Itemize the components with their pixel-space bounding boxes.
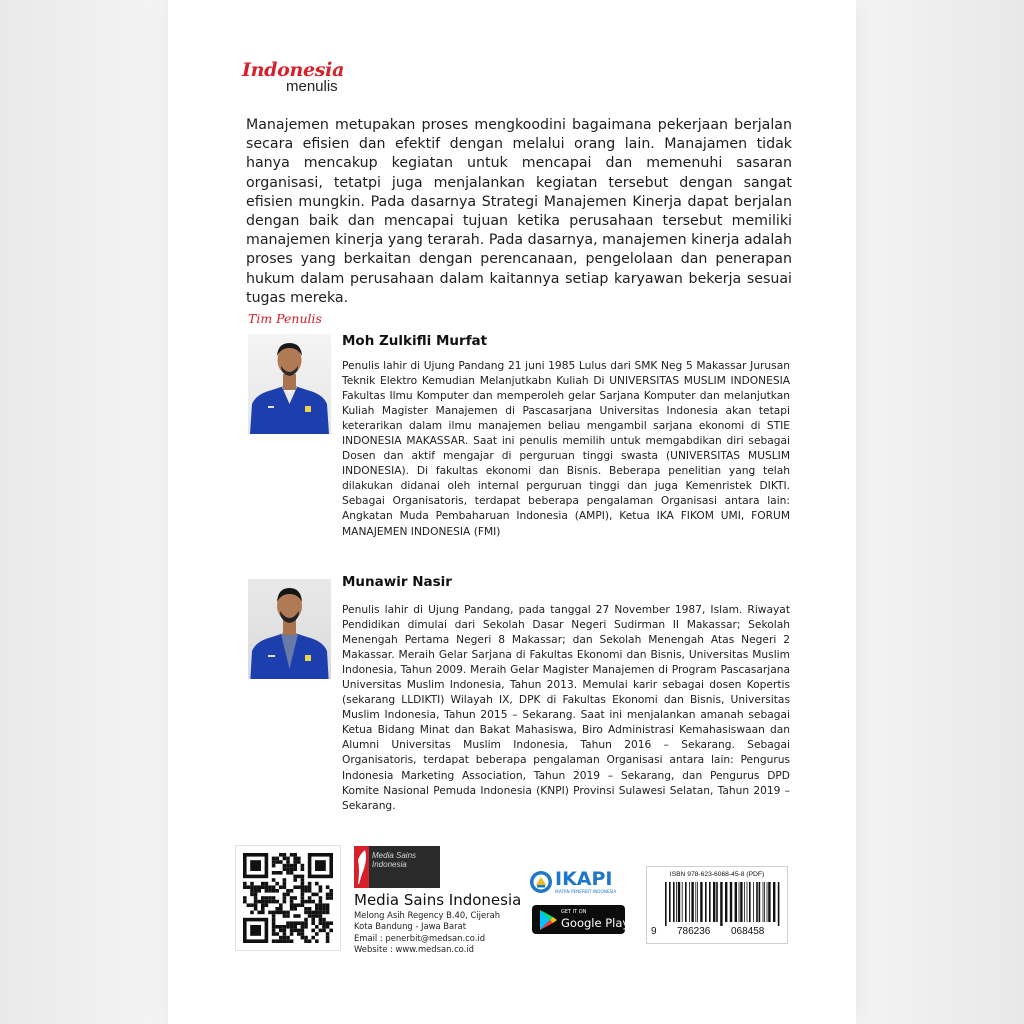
address-line: Melong Asih Regency B.40, Cijerah — [354, 910, 501, 920]
barcode — [655, 882, 781, 926]
logo-bottom-text: menulis — [286, 78, 338, 95]
ikapi-emblem-icon — [529, 869, 553, 895]
author-photo-2 — [248, 579, 331, 679]
email-line: Email : penerbit@medsan.co.id — [354, 932, 486, 943]
indonesia-menulis-logo — [242, 60, 344, 93]
ikapi-logo — [529, 868, 617, 899]
author-bio-1: Penulis lahir di Ujung Pandang 21 juni 1985 Lulus dari SMK Neg 5 Makassar Jurusan Teknik Elektro Kemudian Melanjutkabn Kuliah Di UNIVERSITAS MUSLIM INDONESIA Fakultas Ilmu Komputer dan memperoleh gelar Sarjana Komputer dan melanjutkan Kuliah Magister Manajemen di Pascasarjana Universitas Indonesia akan tetapi keterarikan dalam ilmu manajemen beliau mengambil sarjana ekonomi di STIE INDONESIA MAKASSAR. Saat ini penulis memilih untuk memgabdikan diri sebagai Dosen dan aktif mengajar di perguruan tinggi swasta (UNIVERSITAS MUSLIM INDONESIA). Di fakultas ekonomi dan Bisnis. Beberapa penelitian yang telah dilakukan didanai oleh internal perguruan tinggi dan juga Kemenristek DIKTI. Sebagai Organisatoris, terdapat beberapa pengalaman Organisasi antara lain: Angkatan Muda Pembaharuan Indonesia (AMPI), Ketua IKA FIKOM UMI, FORUM MANAJEMEN INDONESIA (FMI) — [342, 359, 790, 538]
logo-top-text: Indonesia — [242, 59, 345, 81]
back-cover — [168, 0, 856, 1024]
website-line: Website : www.medsan.co.id — [354, 943, 474, 954]
address-line: Kota Bandung - Jawa Barat — [354, 921, 467, 932]
publisher-logo-text: Media Sains Indonesia — [372, 851, 417, 870]
google-play-icon — [538, 909, 558, 931]
publisher-address — [354, 910, 500, 955]
publisher-name: Media Sains Indonesia — [354, 891, 522, 909]
author-portrait-icon — [248, 334, 331, 434]
isbn-digits — [647, 926, 787, 938]
ikapi-label: IKAPI — [555, 868, 613, 890]
publisher-logo — [354, 846, 440, 888]
ikapi-sublabel: IKATAN PENERBIT INDONESIA — [555, 889, 617, 894]
author-photo-1 — [248, 334, 331, 434]
qr-code — [235, 845, 341, 951]
isbn-digit-group: 786236 — [677, 926, 711, 937]
feather-pen-logo — [354, 846, 369, 888]
isbn-digit-group: 068458 — [731, 926, 765, 937]
book-synopsis: Manajemen metupakan proses mengkoodini bagaimana pekerjaan berjalan secara efisien dan efektif dengan melalui orang lain. Manajamen tidak hanya mencakup kegiatan untuk mencapai dan memenuhi sasaran organisasi, tetatpi juga menjalankan kegiatan tersebut dengan sangat efisien mungkin. Pada dasarnya Strategi Manajemen Kinerja dapat berjalan dengan baik dan mencapai tujuan ketika perusahaan tersebut memiliki manajemen kinerja yang terarah. Pada dasarnya, manajemen kinerja adalah proses yang berkaitan dengan perencanaan, pengelolaan dan penerapan hukum dalam perusahaan dalam kaitannya setiap karyawan bekerja sesuai tugas mereka. — [246, 117, 792, 306]
google-play-badge[interactable] — [532, 905, 630, 934]
author-bio-2: Penulis lahir di Ujung Pandang, pada tanggal 27 November 1987, Islam. Riwayat Pendidikan dimulai dari Sekolah Dasar Negeri Sudirman II Makassar; Sekolah Menengah Pertama Negeri 8 Makassar; dan Sekolah Menengah Atas Negeri 2 Makassar. Meraih Gelar Sarjana di Fakultas Ekonomi dan Bisnis, Universitas Muslim Indonesia, Tahun 2009. Meraih Gelar Magister Manajemen di Program Pascasarjana Universitas Muslim Indonesia, Tahun 2013. Memulai karir sebagai dosen Kopertis (sekarang LLDIKTI) Wilayah IX, DPK di Fakultas Ekonomi dan Bisnis, Universitas Muslim Indonesia, Tahun 2015 – Sekarang. Saat ini menjalankan amanah sebagai Ketua Bidang Minat dan Bakat Mahasiswa, Biro Administrasi Kemahasiswaan dan Alumni Universitas Muslim Indonesia, Tahun 2016 – Sekarang. Sebagai Organisatoris, terdapat beberapa pengalaman Organisasi antara lain: Pengurus Indonesia Marketing Association, Tahun 2019 – Sekarang, dan Pengurus DPD Komite Nasional Pemuda Indonesia (KNPI) Provinsi Sulawesi Selatan, Tahun 2019 – Sekarang. — [342, 603, 790, 812]
google-play-small-text: GET IT ON — [561, 909, 587, 915]
isbn-digit-group: 9 — [651, 926, 657, 937]
google-play-text: Google Play — [561, 916, 630, 930]
author-portrait-icon — [248, 579, 331, 679]
author-name-2: Munawir Nasir — [342, 574, 452, 590]
qr-code-graphic — [236, 846, 340, 950]
isbn-label: ISBN 978-623-6068-45-8 (PDF) — [669, 871, 765, 878]
author-name-1: Moh Zulkifli Murfat — [342, 333, 488, 349]
isbn-barcode-box — [646, 866, 788, 944]
team-label: Tim Penulis — [248, 311, 322, 326]
